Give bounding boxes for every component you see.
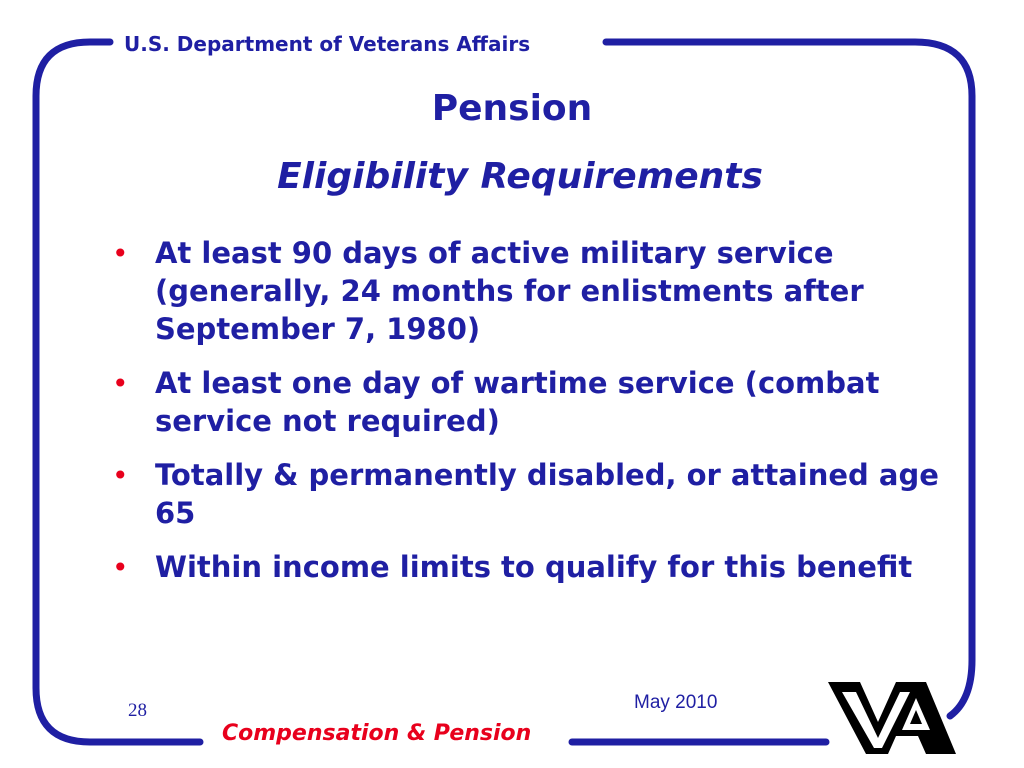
bullet-item (110, 456, 940, 532)
va-logo-icon (826, 664, 958, 760)
bullet-item (110, 364, 940, 440)
bullet-icon: • (112, 237, 129, 270)
organization-header: U.S. Department of Veterans Affairs (124, 32, 531, 56)
bullet-text: Totally & permanently disabled, or attained age 65 (155, 458, 939, 530)
bullet-text: At least one day of wartime service (combat service not required) (155, 366, 880, 438)
bullet-item (110, 234, 940, 348)
bullet-list (110, 234, 940, 602)
slide-subtitle: Eligibility Requirements (277, 156, 763, 197)
bullet-text: At least 90 days of active military service (generally, 24 months for enlistments after September 7, 1980) (155, 236, 864, 346)
bullet-icon: • (112, 367, 129, 400)
slide-title: Pension (431, 88, 593, 129)
bullet-icon: • (112, 551, 129, 584)
slide-date: May 2010 (634, 692, 718, 713)
page-number: 28 (128, 700, 147, 721)
bullet-icon: • (112, 459, 129, 492)
bullet-text: Within income limits to qualify for this benefit (155, 550, 913, 584)
bullet-item (110, 548, 940, 586)
program-footer: Compensation & Pension (222, 721, 532, 746)
